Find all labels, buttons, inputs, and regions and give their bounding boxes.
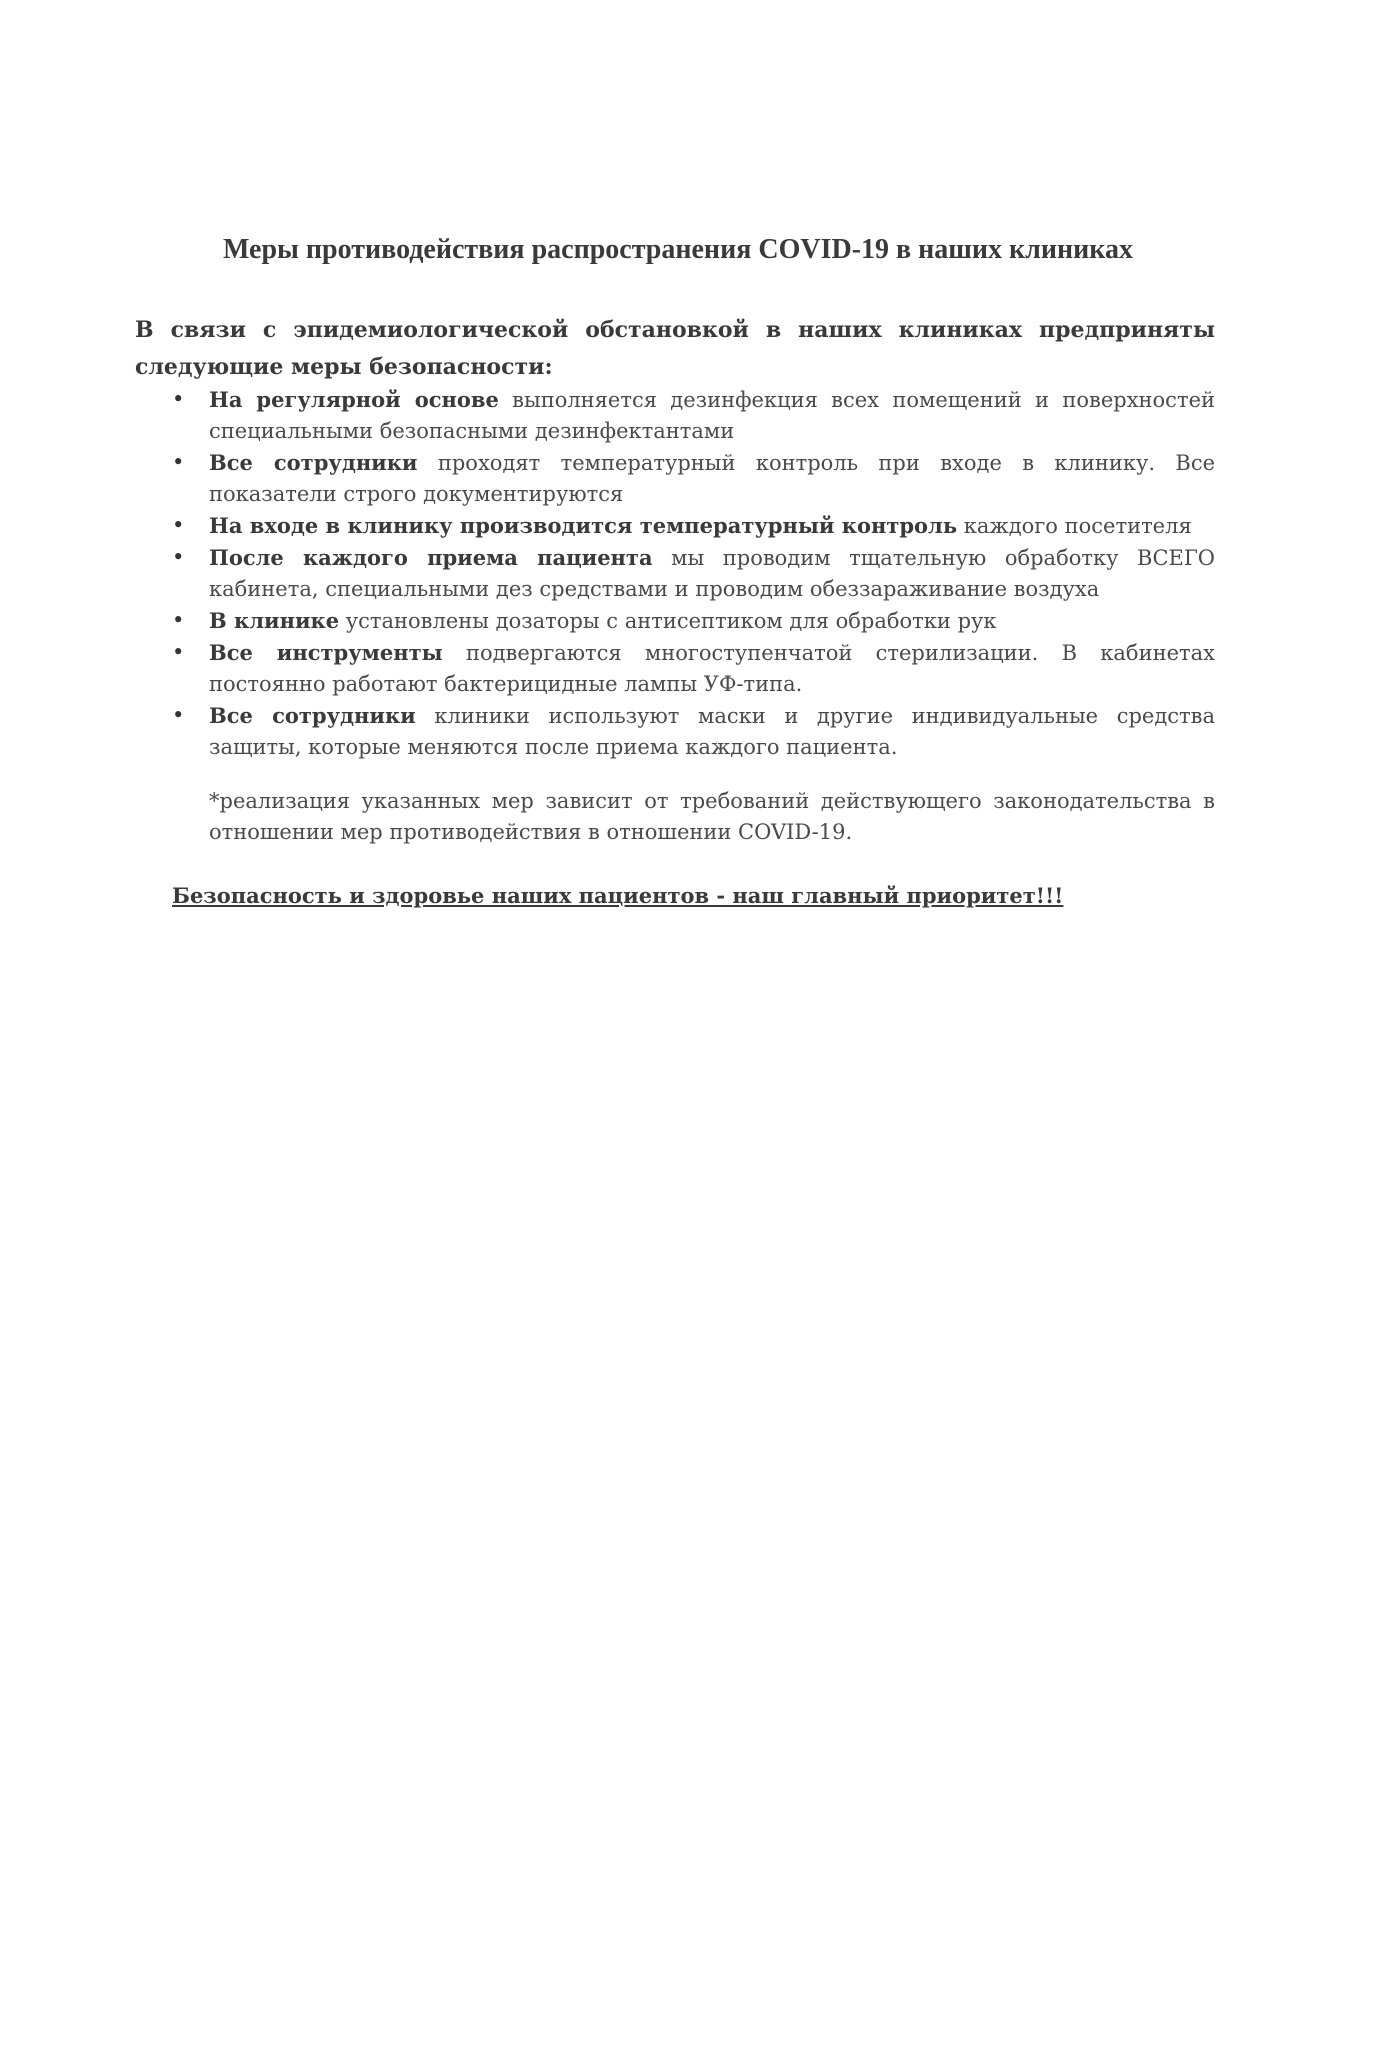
list-item <box>135 447 1215 510</box>
measure-bold-lead: Все инструменты <box>209 640 443 665</box>
list-item <box>135 384 1215 447</box>
measure-text: проходят температурный контроль при входе в клинику. Все показатели строго документируются <box>209 451 1216 506</box>
measure-text: каждого посетителя <box>957 514 1192 538</box>
measure-bold-lead: На входе в клинику производится температурный контроль <box>209 513 958 538</box>
measure-bold-lead: В клинике <box>209 608 340 633</box>
list-item <box>135 605 1215 637</box>
bullet-icon: • <box>172 608 185 632</box>
measure-text: выполняется дезинфекция всех помещений и поверхностей специальными безопасными дезинфектантами <box>209 388 1215 443</box>
bullet-icon: • <box>172 640 185 664</box>
bullet-icon: • <box>172 513 185 537</box>
document-title: Меры противодействия распространения COVID-19 в наших клиниках <box>223 234 1133 265</box>
measure-text: клиники используют маски и другие индивидуальные средства защиты, которые меняются после приема каждого пациента. <box>209 704 1215 759</box>
bullet-icon: • <box>172 387 185 411</box>
bullet-icon: • <box>172 450 185 474</box>
slogan: Безопасность и здоровье наших пациентов - наш главный приоритет!!! <box>172 883 1064 908</box>
measure-bold-lead: Все сотрудники <box>209 703 416 728</box>
list-item <box>135 542 1215 605</box>
list-item <box>135 700 1215 763</box>
footnote: *реализация указанных мер зависит от требований действующего законодательства в отношении мер противодействия в отношении COVID-19. <box>209 789 1215 844</box>
measure-bold-lead: На регулярной основе <box>209 387 499 412</box>
list-item <box>135 637 1215 700</box>
bullet-icon: • <box>172 545 185 569</box>
bullet-icon: • <box>172 703 185 727</box>
measure-bold-lead: После каждого приема пациента <box>209 545 653 570</box>
list-item <box>135 510 1215 542</box>
measure-text: мы проводим тщательную обработку ВСЕГО кабинета, специальными дез средствами и проводим обеззараживание воздуха <box>209 546 1215 601</box>
measure-text: установлены дозаторы с антисептиком для обработки рук <box>339 609 997 633</box>
measure-bold-lead: Все сотрудники <box>209 450 418 475</box>
measure-text: подвергаются многоступенчатой стерилизации. В кабинетах постоянно работают бактерицидные лампы УФ-типа. <box>209 641 1215 696</box>
measures-list <box>135 384 1215 763</box>
intro-paragraph: В связи с эпидемиологической обстановкой в наших клиниках предприняты следующие меры безопасности: <box>135 317 1215 380</box>
